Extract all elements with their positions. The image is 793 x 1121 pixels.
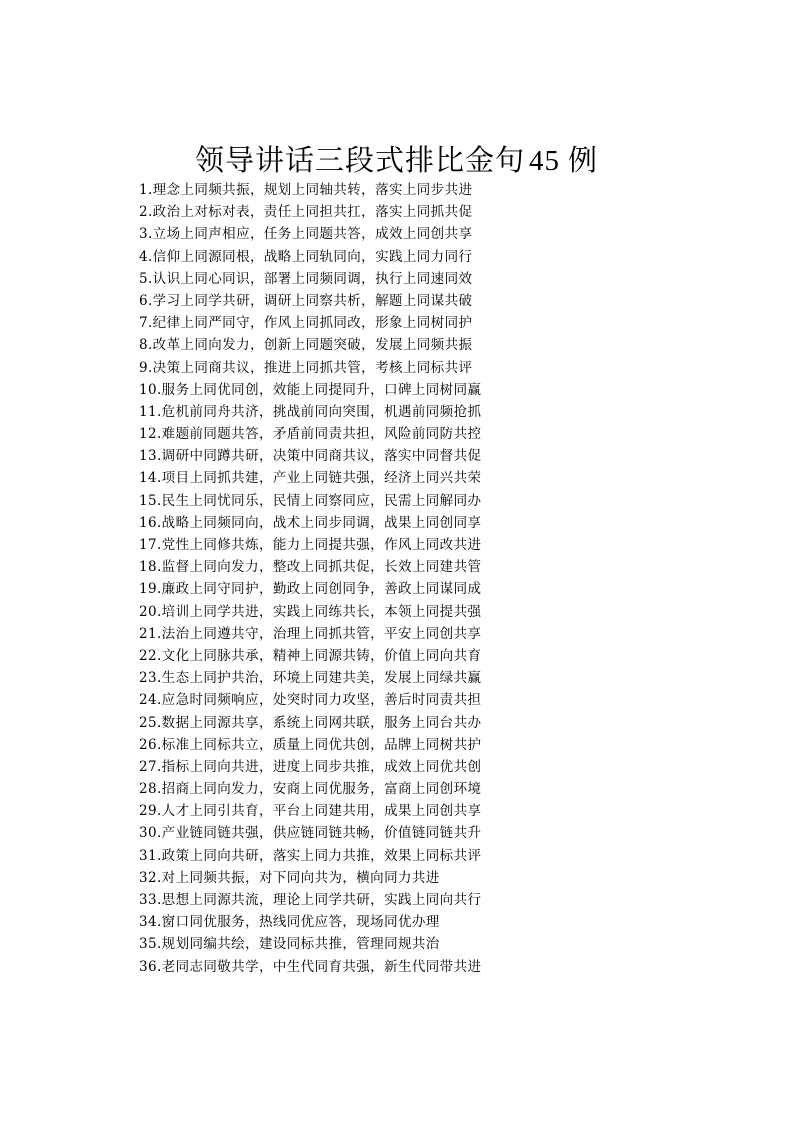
list-item: 30.产业链同链共强，供应链同链共畅，价值链同链共升: [139, 825, 482, 842]
list-item: 19.廉政上同守同护，勤政上同创同争，善政上同谋同成: [139, 581, 482, 598]
list-item: 11.危机前同舟共济，挑战前同向突围，机遇前同频抢抓: [139, 403, 482, 420]
list-item: 13.调研中同蹲共研，决策中同商共议，落实中同督共促: [139, 448, 482, 465]
document-title: [0, 140, 793, 181]
list-item: 29.人才上同引共育，平台上同建共用，成果上同创共享: [139, 803, 482, 820]
list-item: 34.窗口同优服务，热线同优应答，现场同优办理: [139, 914, 440, 931]
list-item: 3.立场上同声相应，任务上同题共答，成效上同创共享: [139, 226, 473, 243]
title-count: 45: [529, 145, 560, 177]
title-text: 领导讲话三段式排比金句: [194, 143, 525, 177]
list-item: 15.民生上同忧同乐，民情上同察同应，民需上同解同办: [139, 492, 482, 509]
list-item: 22.文化上同脉共承，精神上同源共铸，价值上同向共育: [139, 647, 482, 664]
list-item: 12.难题前同题共答，矛盾前同责共担，风险前同防共控: [139, 426, 482, 443]
list-item: 21.法治上同遵共守，治理上同抓共管，平安上同创共享: [139, 625, 482, 642]
list-item: 14.项目上同抓共建，产业上同链共强，经济上同兴共荣: [139, 470, 482, 487]
list-item: 36.老同志同敬共学，中生代同育共强，新生代同带共进: [139, 958, 482, 975]
list-item: 31.政策上同向共研，落实上同力共推，效果上同标共评: [139, 847, 482, 864]
list-item: 18.监督上同向发力，整改上同抓共促，长效上同建共管: [139, 559, 482, 576]
list-item: 27.指标上同向共进，进度上同步共推，成效上同优共创: [139, 758, 482, 775]
list-item: 6.学习上同学共研，调研上同察共析，解题上同谋共破: [139, 292, 473, 309]
list-item: 4.信仰上同源同根，战略上同轨同向，实践上同力同行: [139, 248, 473, 265]
list-item: 2.政治上对标对表，责任上同担共扛，落实上同抓共促: [139, 204, 473, 221]
list-item: 35.规划同编共绘，建设同标共推，管理同规共治: [139, 936, 440, 953]
list-item: 8.改革上同向发力，创新上同题突破，发展上同频共振: [139, 337, 473, 354]
list-item: 24.应急时同频响应，处突时同力攻坚，善后时同责共担: [139, 692, 482, 709]
list-item: 23.生态上同护共治，环境上同建共美，发展上同绿共赢: [139, 670, 482, 687]
list-item: 16.战略上同频同向，战术上同步同调，战果上同创同享: [139, 514, 482, 531]
list-item: 25.数据上同源共享，系统上同网共联，服务上同台共办: [139, 714, 482, 731]
list-item: 1.理念上同频共振，规划上同轴共转，落实上同步共进: [139, 182, 473, 198]
list-item: 10.服务上同优同创，效能上同提同升，口碑上同树同赢: [139, 381, 482, 398]
list-item: 20.培训上同学共进，实践上同练共长，本领上同提共强: [139, 603, 482, 620]
list-item: 28.招商上同向发力，安商上同优服务，富商上同创环境: [139, 781, 482, 798]
list-item: 17.党性上同修共炼，能力上同提共强，作风上同改共进: [139, 537, 482, 553]
list-item: 9.决策上同商共议，推进上同抓共管，考核上同标共评: [139, 359, 473, 376]
list-item: 33.思想上同源共流，理论上同学共研，实践上同向共行: [139, 892, 482, 908]
list-item: 26.标准上同标共立，质量上同优共创，品牌上同树共护: [139, 736, 482, 753]
title-suffix: 例: [568, 143, 599, 177]
list-item: 32.对上同频共振，对下同向共为，横向同力共进: [139, 869, 440, 886]
list-item: 7.纪律上同严同守，作风上同抓同改，形象上同树同护: [139, 315, 473, 332]
phrase-list: [139, 179, 699, 978]
list-item: 5.认识上同心同识，部署上同频同调，执行上同速同效: [139, 270, 473, 287]
